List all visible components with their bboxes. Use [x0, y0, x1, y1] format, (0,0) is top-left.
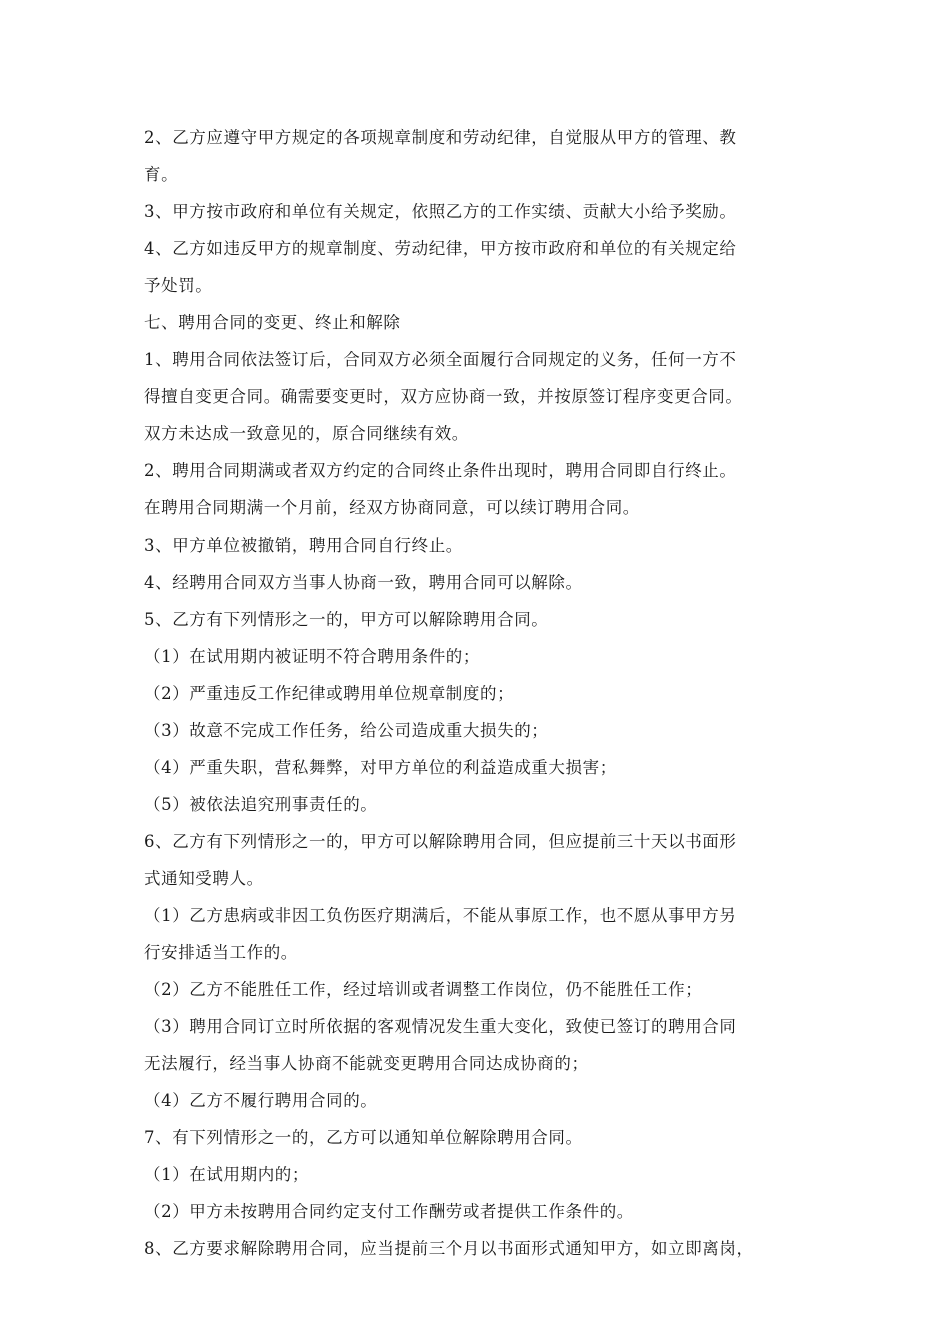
text-line: 2、聘用合同期满或者双方约定的合同终止条件出现时，聘用合同即自行终止。	[144, 461, 737, 481]
text-line: 行安排适当工作的。	[144, 943, 298, 963]
text-line: 得擅自变更合同。确需要变更时，双方应协商一致，并按原签订程序变更合同。	[144, 387, 743, 407]
list-item: （2）严重违反工作纪律或聘用单位规章制度的；	[144, 683, 515, 703]
list-item: （1）乙方患病或非因工负伤医疗期满后，不能从事原工作，也不愿从事甲方另	[144, 905, 737, 925]
text-line: 1、聘用合同依法签订后，合同双方必须全面履行合同规定的义务，任何一方不	[144, 350, 737, 370]
list-item: （2）甲方未按聘用合同约定支付工作酬劳或者提供工作条件的。	[144, 1202, 634, 1222]
text-line: 式通知受聘人。	[144, 868, 264, 888]
text-line: 双方未达成一致意见的，原合同继续有效。	[144, 424, 469, 444]
text-line: 予处罚。	[144, 276, 213, 296]
list-item: （4）乙方不履行聘用合同的。	[144, 1091, 378, 1111]
text-line: 6、乙方有下列情形之一的，甲方可以解除聘用合同，但应提前三十天以书面形	[144, 831, 737, 851]
text-line: 无法履行，经当事人协商不能就变更聘用合同达成协商的；	[144, 1054, 589, 1074]
text-line: 4、经聘用合同双方当事人协商一致，聘用合同可以解除。	[144, 572, 583, 592]
list-item: （5）被依法追究刑事责任的。	[144, 794, 378, 814]
list-item: （3）聘用合同订立时所依据的客观情况发生重大变化，致使已签订的聘用合同	[144, 1017, 737, 1037]
list-item: （1）在试用期内的；	[144, 1165, 309, 1185]
text-line: 8、乙方要求解除聘用合同，应当提前三个月以书面形式通知甲方，如立即离岗，	[144, 1239, 754, 1259]
text-line: 3、甲方单位被撤销，聘用合同自行终止。	[144, 535, 463, 555]
list-item: （1）在试用期内被证明不符合聘用条件的；	[144, 646, 480, 666]
list-item: （4）严重失职，营私舞弊，对甲方单位的利益造成重大损害；	[144, 757, 617, 777]
text-line: 7、有下列情形之一的，乙方可以通知单位解除聘用合同。	[144, 1128, 583, 1148]
text-line: 5、乙方有下列情形之一的，甲方可以解除聘用合同。	[144, 609, 549, 629]
text-line: 3、甲方按市政府和单位有关规定，依照乙方的工作实绩、贡献大小给予奖励。	[144, 202, 737, 222]
text-line: 在聘用合同期满一个月前，经双方协商同意，可以续订聘用合同。	[144, 498, 640, 518]
text-line: 育。	[144, 165, 179, 185]
section-heading: 七、聘用合同的变更、终止和解除	[144, 313, 401, 333]
list-item: （3）故意不完成工作任务，给公司造成重大损失的；	[144, 720, 549, 740]
text-line: 2、乙方应遵守甲方规定的各项规章制度和劳动纪律，自觉服从甲方的管理、教	[144, 128, 737, 147]
text-line: 4、乙方如违反甲方的规章制度、劳动纪律，甲方按市政府和单位的有关规定给	[144, 239, 737, 259]
list-item: （2）乙方不能胜任工作，经过培训或者调整工作岗位，仍不能胜任工作；	[144, 980, 703, 1000]
document-body	[144, 119, 824, 1267]
